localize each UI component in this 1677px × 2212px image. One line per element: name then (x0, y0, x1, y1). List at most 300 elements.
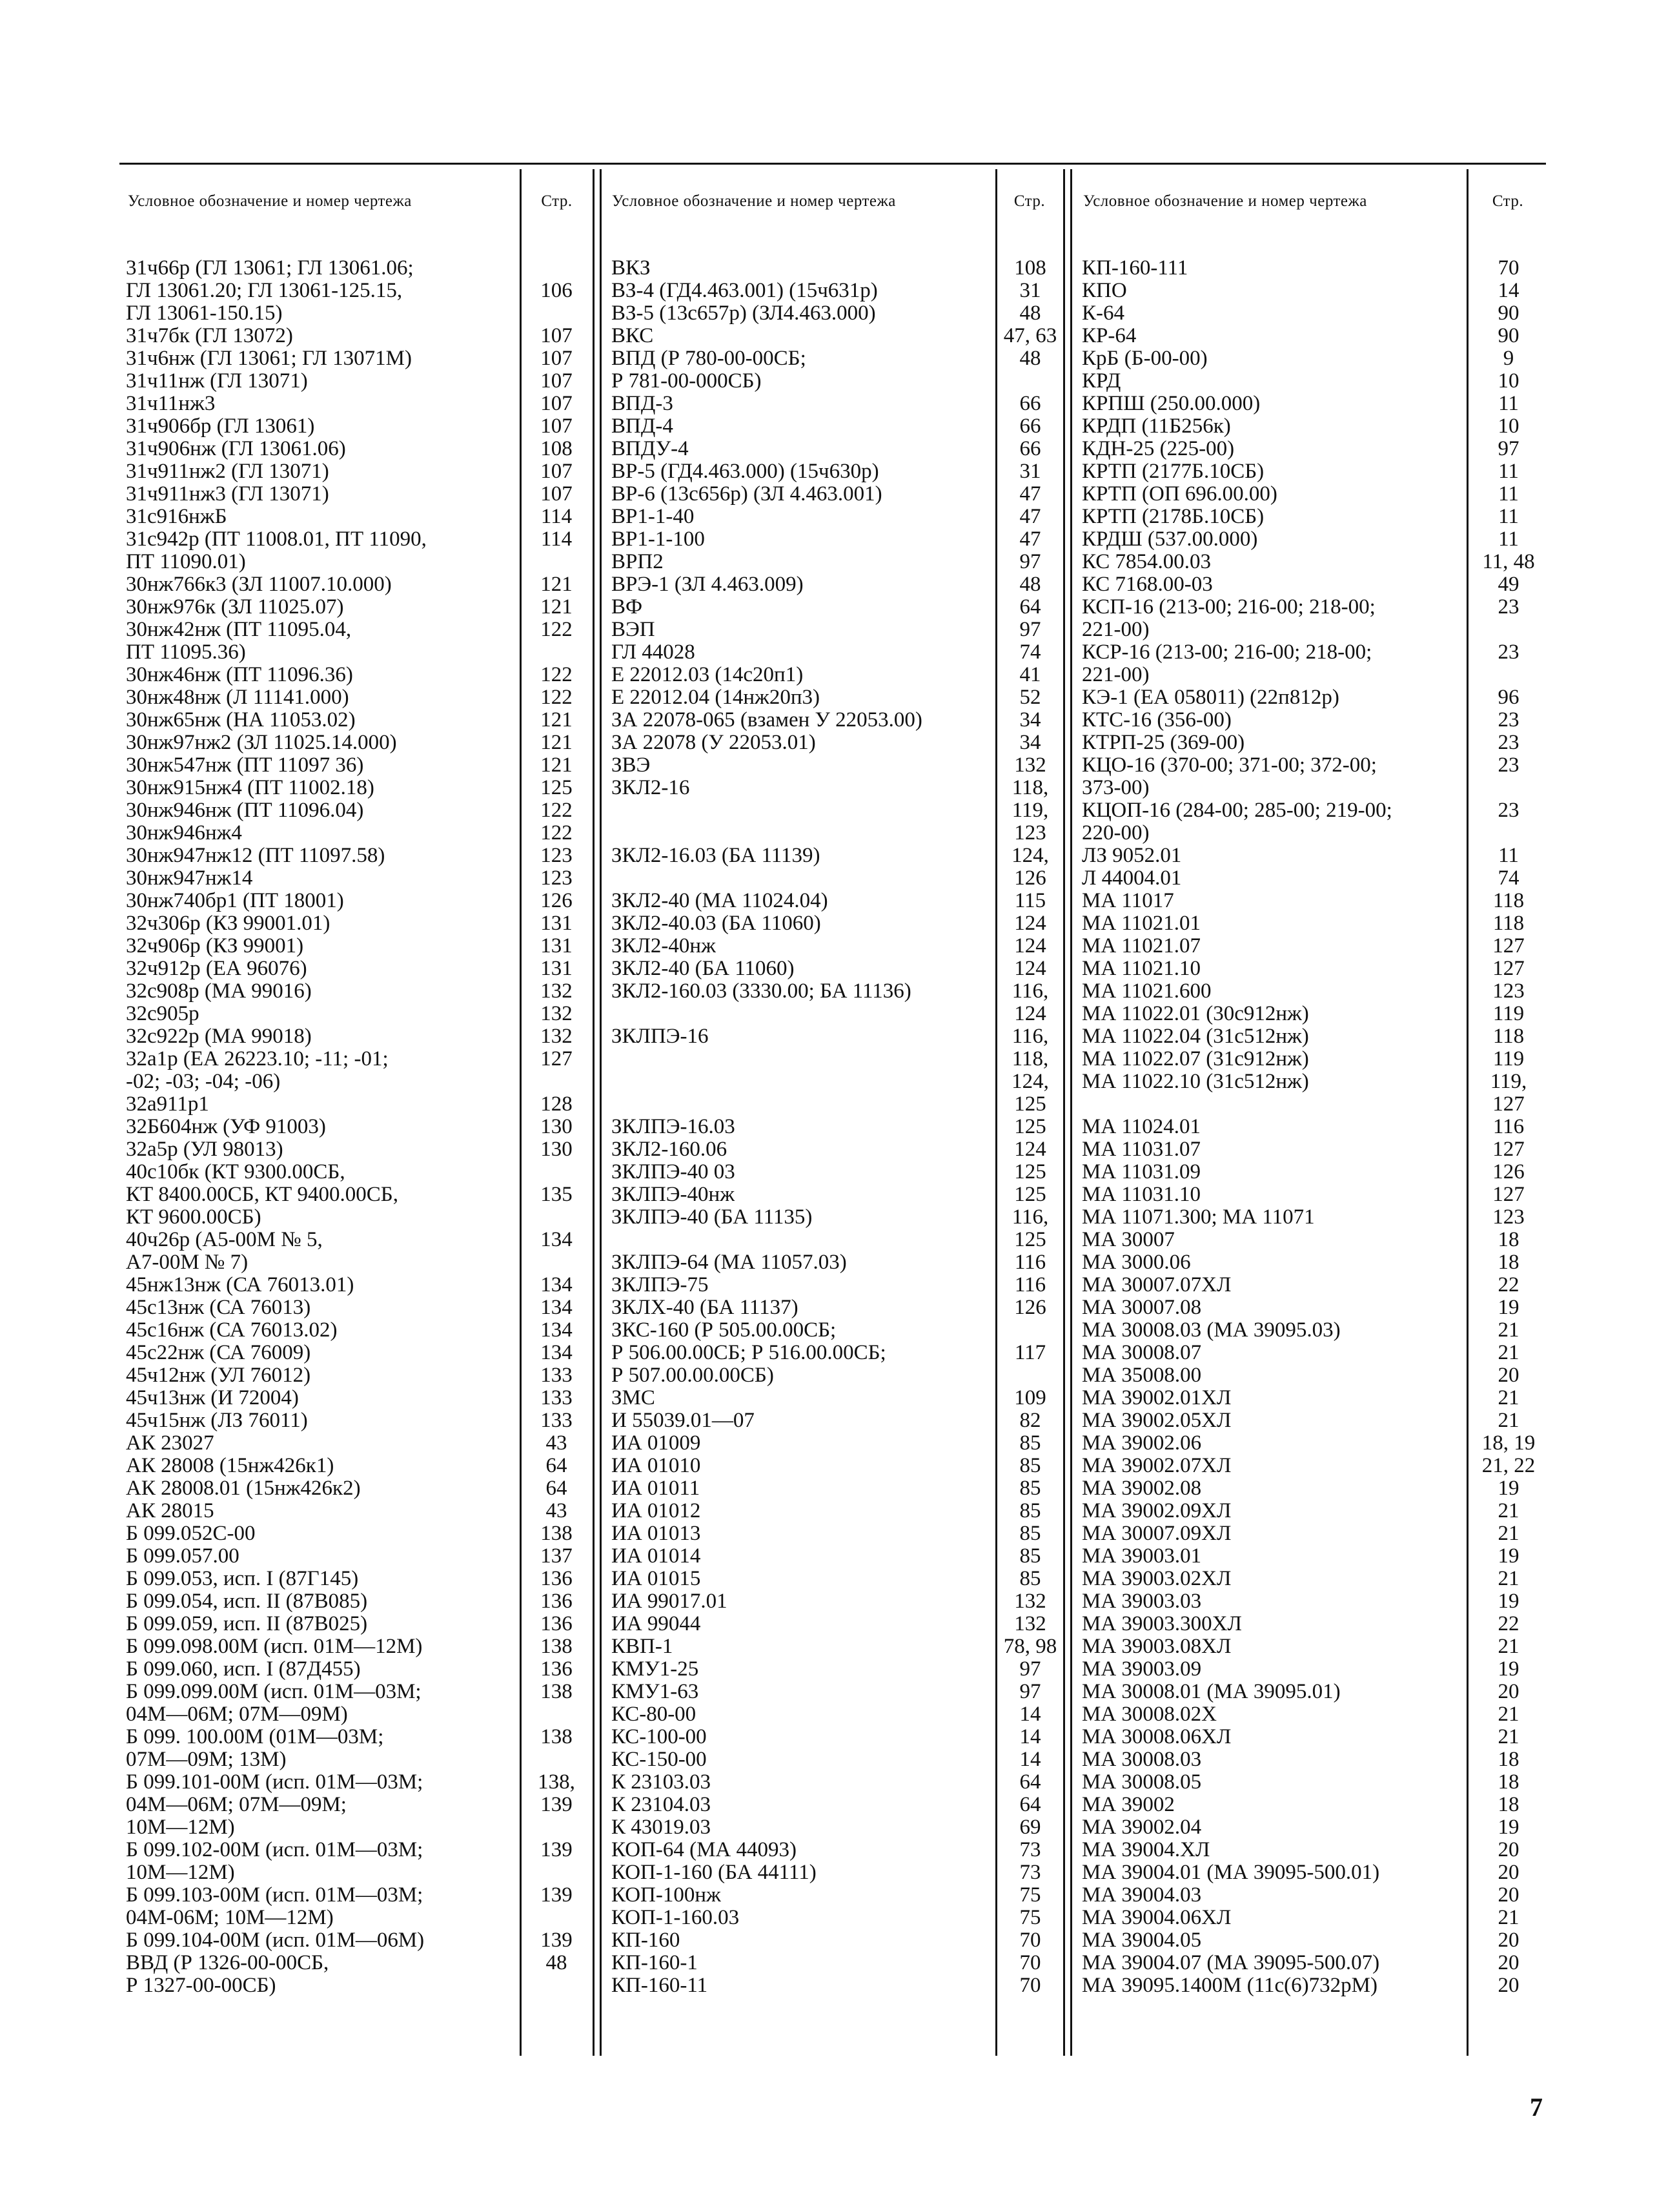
page-entry: 21, 22 (1481, 1454, 1536, 1477)
designation-entry (611, 867, 993, 890)
page-entry: 43 (545, 1431, 567, 1455)
page-entry: 22 (1498, 1612, 1519, 1635)
designation-entry: КПО (1082, 279, 1127, 302)
designation-entry: 32а5р (УЛ 98013) (126, 1138, 283, 1161)
page-entry: 21 (1498, 1409, 1519, 1432)
designation-entry: ГЛ 13061-150.15) (126, 302, 283, 325)
designation-entry: ЗКЛ2-16.03 (БА 11139) (611, 844, 820, 867)
page-entry: 11 (1498, 527, 1519, 551)
designation-entry: 221-00) (1082, 618, 1150, 641)
page-entry: 85 (1019, 1454, 1041, 1477)
designation-entry: КСП-16 (213-00; 216-00; 218-00; (1082, 595, 1376, 619)
page-entry: 18 (1498, 1748, 1519, 1771)
page-entry: 96 (1498, 686, 1519, 709)
page-entry: 118 (1492, 912, 1525, 935)
page-entry: 118 (1492, 889, 1525, 912)
page-entry: 22 (1498, 1273, 1519, 1296)
designation-entry: АК 28015 (126, 1499, 214, 1522)
designation-entry: 220-00) (1082, 821, 1150, 845)
designation-entry: МА 39003.08ХЛ (1082, 1635, 1232, 1658)
column-divider (1063, 169, 1065, 2056)
designation-entry: 45с16нж (СА 76013.02) (126, 1318, 338, 1342)
designation-entry: 373-00) (1082, 776, 1150, 799)
designation-entry: МА 39002.09ХЛ (1082, 1499, 1232, 1522)
page-entry: 21 (1498, 1703, 1519, 1726)
designation-entry: К-64 (1082, 302, 1124, 325)
page-entry: 85 (1019, 1477, 1041, 1500)
page-entry: 119, (1490, 1070, 1527, 1093)
page-entry (524, 551, 589, 573)
column-divider (593, 169, 595, 2056)
designation-entry: КРТП (2177Б.10СБ) (1082, 460, 1265, 483)
page-entry (524, 302, 589, 325)
designation-entry: Б 099.103-00М (исп. 01М—03М; (126, 1883, 423, 1907)
designation-entry: МА 11021.10 (1082, 957, 1201, 980)
designation-entry: ЗКЛПЭ-16 (611, 1025, 709, 1048)
page-entry: 124 (1014, 912, 1046, 935)
designation-entry: Б 099.098.00М (исп. 01М—12М) (126, 1635, 423, 1658)
page-entry: 10 (1498, 415, 1519, 438)
top-rule (119, 163, 1546, 165)
designation-entry: КОП-100нж (611, 1883, 721, 1907)
page-entry: 97 (1019, 550, 1041, 573)
designation-entry: КР-64 (1082, 324, 1137, 347)
page-entry: 108 (540, 437, 573, 460)
page-entry: 18, 19 (1481, 1431, 1536, 1455)
page-entry: 121 (540, 595, 573, 619)
designation-list (611, 257, 993, 1997)
designation-entry: КОП-1-160.03 (611, 1906, 740, 1929)
page-entry: 21 (1498, 1318, 1519, 1342)
designation-entry: 30нж976к (ЗЛ 11025.07) (126, 595, 344, 619)
page-entry: 119 (1492, 1047, 1525, 1070)
page-entry: 49 (1498, 573, 1519, 596)
page-entry (1470, 777, 1547, 799)
designation-entry: Б 099.060, исп. I (87Д455) (126, 1657, 361, 1681)
designation-entry (611, 1048, 993, 1070)
designation-list (1082, 257, 1464, 1997)
designation-entry: ВКЗ (611, 256, 651, 280)
page-entry: 19 (1498, 1657, 1519, 1681)
designation-entry: ВПДУ-4 (611, 437, 689, 460)
page-entry: 23 (1498, 640, 1519, 664)
designation-entry: ВПД (Р 780-00-00СБ; (611, 347, 806, 370)
designation-entry: МА 30008.05 (1082, 1770, 1202, 1794)
designation-entry: МА 39002.01ХЛ (1082, 1386, 1232, 1409)
designation-entry: Р 1327-00-00СБ) (126, 1974, 276, 1997)
designation-entry: ИА 01015 (611, 1567, 701, 1590)
page-entry (524, 1161, 589, 1183)
designation-entry: 10М—12М) (126, 1816, 235, 1839)
designation-entry: МА 39003.03 (1082, 1590, 1202, 1613)
page-entry: 14 (1019, 1703, 1041, 1726)
page-entry: 10 (1498, 369, 1519, 393)
page-entry: 134 (540, 1228, 573, 1251)
designation-entry: 30нж947нж12 (ПТ 11097.58) (126, 844, 385, 867)
designation-entry: ВЗ-4 (ГД4.463.001) (15ч631р) (611, 279, 878, 302)
page-entry: 137 (540, 1544, 573, 1568)
designation-entry: МА 39002.05ХЛ (1082, 1409, 1232, 1432)
page-entry: 34 (1019, 708, 1041, 732)
designation-entry: 32Б604нж (УФ 91003) (126, 1115, 326, 1138)
designation-entry: МА 39003.09 (1082, 1657, 1202, 1681)
header-designation: Условное обозначение и номер чертежа (128, 192, 412, 210)
page-entry: 64 (1019, 1793, 1041, 1816)
page-entry: 134 (540, 1296, 573, 1319)
page-entry: 131 (540, 957, 573, 980)
designation-entry: МА 30008.06ХЛ (1082, 1725, 1232, 1748)
page-entry: 70 (1019, 1974, 1041, 1997)
page-entry: 14 (1019, 1725, 1041, 1748)
page-entry: 125 (540, 776, 573, 799)
designation-entry: МА 30007.09ХЛ (1082, 1522, 1232, 1545)
designation-entry: ВР1-1-100 (611, 527, 705, 551)
page-entry (524, 1861, 589, 1884)
page-entry: 18 (1498, 1228, 1519, 1251)
page-entry (524, 257, 589, 280)
page-entry: 85 (1019, 1499, 1041, 1522)
page-entry: 85 (1019, 1567, 1041, 1590)
page-entry: 124, (1011, 844, 1049, 867)
page-entry: 19 (1498, 1544, 1519, 1568)
page-entry: 126 (1014, 866, 1046, 890)
designation-entry: КТ 8400.00СБ, КТ 9400.00СБ, (126, 1183, 399, 1206)
designation-entry: 32ч906р (КЗ 99001) (126, 934, 304, 958)
page-entry: 14 (1498, 279, 1519, 302)
designation-entry: 30нж46нж (ПТ 11096.36) (126, 663, 353, 686)
page-entry: 124, (1011, 1070, 1049, 1093)
designation-entry: МА 39004.01 (МА 39095-500.01) (1082, 1861, 1380, 1884)
page-entry: 132 (540, 1002, 573, 1025)
designation-entry: МА 30008.01 (МА 39095.01) (1082, 1680, 1341, 1703)
page-entry: 66 (1019, 392, 1041, 415)
designation-entry: Е 22012.04 (14нж20п3) (611, 686, 820, 709)
designation-entry: ВР-6 (13с656р) (ЗЛ 4.463.001) (611, 482, 882, 506)
designation-entry (611, 799, 993, 822)
page-entry: 132 (1014, 753, 1046, 777)
designation-entry: МА 30008.07 (1082, 1341, 1202, 1364)
page-entry: 124 (1014, 1002, 1046, 1025)
column-divider (1070, 169, 1072, 2056)
page-entry: 19 (1498, 1477, 1519, 1500)
designation-entry: ВРЭ-1 (ЗЛ 4.463.009) (611, 573, 804, 596)
designation-entry: Б 099.052С-00 (126, 1522, 256, 1545)
designation-entry: МА 11021.600 (1082, 979, 1212, 1003)
designation-entry: ЗКС-160 (Р 505.00.00СБ; (611, 1318, 837, 1342)
page-entry: 130 (540, 1138, 573, 1161)
page-entry: 128 (540, 1092, 573, 1116)
page-entry: 132 (540, 1025, 573, 1048)
page-entry (524, 1816, 589, 1839)
page-entry: 118 (1492, 1025, 1525, 1048)
page-entry: 70 (1019, 1929, 1041, 1952)
page-entry: 136 (540, 1657, 573, 1681)
page-entry: 107 (540, 347, 573, 370)
page-entry (999, 1364, 1061, 1387)
designation-entry: 30нж42нж (ПТ 11095.04, (126, 618, 352, 641)
designation-entry: МА 30007.08 (1082, 1296, 1202, 1319)
page-entry: 48 (1019, 573, 1041, 596)
designation-entry: Р 506.00.00СБ; Р 516.00.00СБ; (611, 1341, 886, 1364)
designation-entry: 45ч13нж (И 72004) (126, 1386, 299, 1409)
designation-entry: КТРП-25 (369-00) (1082, 731, 1245, 754)
page-entry: 107 (540, 415, 573, 438)
page-entry: 138 (540, 1522, 573, 1545)
page-entry (524, 1907, 589, 1929)
page-entry: 20 (1498, 1951, 1519, 1974)
designation-entry: 30нж766к3 (ЗЛ 11007.10.000) (126, 573, 392, 596)
page-entry (1470, 619, 1547, 641)
designation-entry: ПТ 11095.36) (126, 640, 246, 664)
designation-entry: Б 099.101-00М (исп. 01М—03М; (126, 1770, 423, 1794)
designation-entry: МА 11021.07 (1082, 934, 1201, 958)
page-number: 7 (1530, 2093, 1543, 2122)
designation-entry: ИА 01011 (611, 1477, 700, 1500)
page-entry: 121 (540, 573, 573, 596)
page-entry: 138, (538, 1770, 575, 1794)
designation-entry: МА 39095.1400М (11с(6)732рМ) (1082, 1974, 1377, 1997)
page-entry: 108 (1014, 256, 1046, 280)
page-entry: 48 (545, 1951, 567, 1974)
page-entry (524, 1251, 589, 1274)
designation-entry: 45с22нж (СА 76009) (126, 1341, 311, 1364)
designation-entry: 45ч12нж (УЛ 76012) (126, 1364, 311, 1387)
page-entry: 85 (1019, 1522, 1041, 1545)
page-entry: 70 (1498, 256, 1519, 280)
page-entry: 21 (1498, 1725, 1519, 1748)
designation-entry: КОП-64 (МА 44093) (611, 1838, 797, 1861)
designation-entry: 30нж740бр1 (ПТ 18001) (126, 889, 344, 912)
designation-entry: 40с10бк (КТ 9300.00СБ, (126, 1160, 345, 1183)
designation-entry: ГЛ 13061.20; ГЛ 13061-125.15, (126, 279, 403, 302)
designation-entry: КДН-25 (225-00) (1082, 437, 1235, 460)
page-entry: 85 (1019, 1431, 1041, 1455)
designation-entry: Б 099.054, исп. II (87В085) (126, 1590, 368, 1613)
page-entry: 139 (540, 1883, 573, 1907)
page-entry: 31 (1019, 279, 1041, 302)
page-entry: 73 (1019, 1861, 1041, 1884)
page-entry (524, 1206, 589, 1229)
designation-entry: МА 11031.09 (1082, 1160, 1201, 1183)
designation-entry: КТ 9600.00СБ) (126, 1205, 261, 1229)
designation-entry (611, 1070, 993, 1093)
page-entry: 106 (540, 279, 573, 302)
designation-entry: МА 39004.ХЛ (1082, 1838, 1210, 1861)
page-entry: 127 (1492, 957, 1525, 980)
designation-entry: Р 781-00-000СБ) (611, 369, 762, 393)
designation-entry: КС-100-00 (611, 1725, 707, 1748)
designation-entry: 31с942р (ПТ 11008.01, ПТ 11090, (126, 527, 427, 551)
designation-entry: МА 30007 (1082, 1228, 1175, 1251)
page-entry: 64 (545, 1477, 567, 1500)
designation-entry: МА 39004.06ХЛ (1082, 1906, 1232, 1929)
page-entry: 21 (1498, 1341, 1519, 1364)
designation-entry: КРДП (11Б256к) (1082, 415, 1231, 438)
page-entry: 11, 48 (1482, 550, 1535, 573)
designation-entry: МА 11022.01 (30с912нж) (1082, 1002, 1309, 1025)
designation-entry: КС-150-00 (611, 1748, 707, 1771)
designation-entry: МА 35008.00 (1082, 1364, 1202, 1387)
designation-entry: 04М-06М; 10М—12М) (126, 1906, 334, 1929)
designation-entry: 30нж947нж14 (126, 866, 253, 890)
page-entry (524, 1703, 589, 1726)
designation-entry: 32с908р (МА 99016) (126, 979, 312, 1003)
page-entry: 47 (1019, 527, 1041, 551)
page-entry: 75 (1019, 1883, 1041, 1907)
designation-entry: А7-00М № 7) (126, 1251, 249, 1274)
page-entry: 48 (1019, 302, 1041, 325)
page-entry: 31 (1019, 460, 1041, 483)
designation-entry: 31ч906бр (ГЛ 13061) (126, 415, 315, 438)
page-entry: 134 (540, 1273, 573, 1296)
page-entry: 136 (540, 1590, 573, 1613)
designation-entry: 32а911р1 (126, 1092, 209, 1116)
page-entry: 139 (540, 1838, 573, 1861)
designation-entry: МА 39004.05 (1082, 1929, 1202, 1952)
page-entry: 73 (1019, 1838, 1041, 1861)
designation-entry: ВФ (611, 595, 643, 619)
designation-entry: МА 39003.02ХЛ (1082, 1567, 1232, 1590)
designation-entry: 32ч912р (ЕА 96076) (126, 957, 307, 980)
designation-entry: КЭ-1 (ЕА 058011) (22п812р) (1082, 686, 1339, 709)
designation-entry: 32с905р (126, 1002, 199, 1025)
page-entry: 74 (1498, 866, 1519, 890)
designation-entry: МА 39004.07 (МА 39095-500.07) (1082, 1951, 1380, 1974)
page-entry: 23 (1498, 731, 1519, 754)
designation-entry: 31ч66р (ГЛ 13061; ГЛ 13061.06; (126, 256, 414, 280)
designation-entry: МА 11071.300; МА 11071 (1082, 1205, 1315, 1229)
designation-entry: ВЗ-5 (13с657р) (ЗЛ4.463.000) (611, 302, 876, 325)
designation-entry: ИА 01013 (611, 1522, 701, 1545)
designation-entry: МА 11031.07 (1082, 1138, 1201, 1161)
page-entry: 123 (1492, 979, 1525, 1003)
designation-entry: Б 099.099.00М (исп. 01М—03М; (126, 1680, 422, 1703)
page-entry: 11 (1498, 482, 1519, 506)
designation-entry: МА 30008.03 (1082, 1748, 1202, 1771)
page-entry: 107 (540, 392, 573, 415)
designation-entry: 32с922р (МА 99018) (126, 1025, 312, 1048)
designation-entry: МА 11022.10 (31с512нж) (1082, 1070, 1309, 1093)
designation-entry: 45с13нж (СА 76013) (126, 1296, 311, 1319)
page-entry: 20 (1498, 1929, 1519, 1952)
designation-entry: КРТП (ОП 696.00.00) (1082, 482, 1277, 506)
designation-entry: 31ч911нж3 (ГЛ 13071) (126, 482, 329, 506)
page-entry: 126 (1492, 1160, 1525, 1183)
designation-entry: -02; -03; -04; -06) (126, 1070, 281, 1093)
designation-entry: МА 11022.07 (31с912нж) (1082, 1047, 1309, 1070)
page-entry: 125 (1014, 1183, 1046, 1206)
designation-entry: МА 39003.01 (1082, 1544, 1202, 1568)
page-entry: 138 (540, 1725, 573, 1748)
designation-entry: 31ч911нж2 (ГЛ 13071) (126, 460, 329, 483)
designation-entry: К 23103.03 (611, 1770, 711, 1794)
designation-entry: МА 39002.07ХЛ (1082, 1454, 1232, 1477)
page-entry (1470, 822, 1547, 845)
page-entry: 47 (1019, 482, 1041, 506)
page-entry: 19 (1498, 1590, 1519, 1613)
designation-entry: ВРП2 (611, 550, 664, 573)
page-entry: 109 (1014, 1386, 1046, 1409)
page-entry (524, 641, 589, 664)
page-entry: 23 (1498, 595, 1519, 619)
page-list (1470, 257, 1547, 1997)
header-designation: Условное обозначение и номер чертежа (1083, 192, 1367, 210)
designation-entry: 04М—06М; 07М—09М; (126, 1793, 347, 1816)
page-entry: 124 (1014, 934, 1046, 958)
designation-entry: МА 11021.01 (1082, 912, 1201, 935)
designation-entry: КП-160-11 (611, 1974, 708, 1997)
column-divider (995, 169, 997, 2056)
page-entry: 107 (540, 369, 573, 393)
page-entry: 64 (1019, 595, 1041, 619)
designation-entry: ЗКЛПЭ-40 03 (611, 1160, 735, 1183)
page-entry: 125 (1014, 1228, 1046, 1251)
page-entry: 123 (1014, 821, 1046, 845)
page-entry: 23 (1498, 753, 1519, 777)
designation-entry: МА 30008.02Х (1082, 1703, 1217, 1726)
designation-entry: МА 39003.300ХЛ (1082, 1612, 1242, 1635)
designation-entry: КРДШ (537.00.000) (1082, 527, 1258, 551)
designation-entry: 31ч906нж (ГЛ 13061.06) (126, 437, 346, 460)
page-entry: 20 (1498, 1883, 1519, 1907)
page-entry: 135 (540, 1183, 573, 1206)
designation-entry: 07М—09М; 13М) (126, 1748, 287, 1771)
page-entry: 134 (540, 1341, 573, 1364)
designation-entry: 31ч11нж (ГЛ 13071) (126, 369, 308, 393)
designation-entry: КОП-1-160 (БА 44111) (611, 1861, 817, 1884)
designation-entry: ЗКЛ2-160.03 (3330.00; БА 11136) (611, 979, 911, 1003)
page-entry: 124 (1014, 1138, 1046, 1161)
column-divider (1467, 169, 1469, 2056)
designation-entry: Р 507.00.00.00СБ) (611, 1364, 774, 1387)
column-divider (520, 169, 522, 2056)
page-entry (999, 370, 1061, 393)
page-entry: 75 (1019, 1906, 1041, 1929)
designation-entry: МА 39002 (1082, 1793, 1175, 1816)
designation-entry: КЦО-16 (370-00; 371-00; 372-00; (1082, 753, 1377, 777)
page-entry: 122 (540, 618, 573, 641)
page-entry: 131 (540, 934, 573, 958)
page-entry: 20 (1498, 1974, 1519, 1997)
page-entry: 121 (540, 708, 573, 732)
page-entry: 66 (1019, 415, 1041, 438)
page-entry: 20 (1498, 1838, 1519, 1861)
page-entry (524, 1974, 589, 1997)
page-entry: 127 (1492, 1138, 1525, 1161)
designation-entry: МА 11022.04 (31с512нж) (1082, 1025, 1309, 1048)
designation-entry: ВР1-1-40 (611, 505, 695, 528)
designation-entry: 31ч7бк (ГЛ 13072) (126, 324, 293, 347)
page-entry: 11 (1498, 460, 1519, 483)
page-entry: 9 (1503, 347, 1514, 370)
page-entry: 134 (540, 1318, 573, 1342)
page-entry: 90 (1498, 302, 1519, 325)
designation-entry: ВПД-4 (611, 415, 673, 438)
page-entry: 18 (1498, 1793, 1519, 1816)
page-entry: 47 (1019, 505, 1041, 528)
page-entry: 97 (1019, 618, 1041, 641)
designation-entry (611, 1093, 993, 1116)
designation-entry: 30нж915нж4 (ПТ 11002.18) (126, 776, 374, 799)
page-entry: 107 (540, 482, 573, 506)
page-entry: 122 (540, 821, 573, 845)
designation-entry: К 23104.03 (611, 1793, 711, 1816)
designation-entry: Л 44004.01 (1082, 866, 1182, 890)
page-entry: 114 (540, 505, 573, 528)
designation-entry: ЗА 22078 (У 22053.01) (611, 731, 816, 754)
designation-entry: 30нж547нж (ПТ 11097 36) (126, 753, 364, 777)
designation-entry: ЗКЛПЭ-64 (МА 11057.03) (611, 1251, 847, 1274)
